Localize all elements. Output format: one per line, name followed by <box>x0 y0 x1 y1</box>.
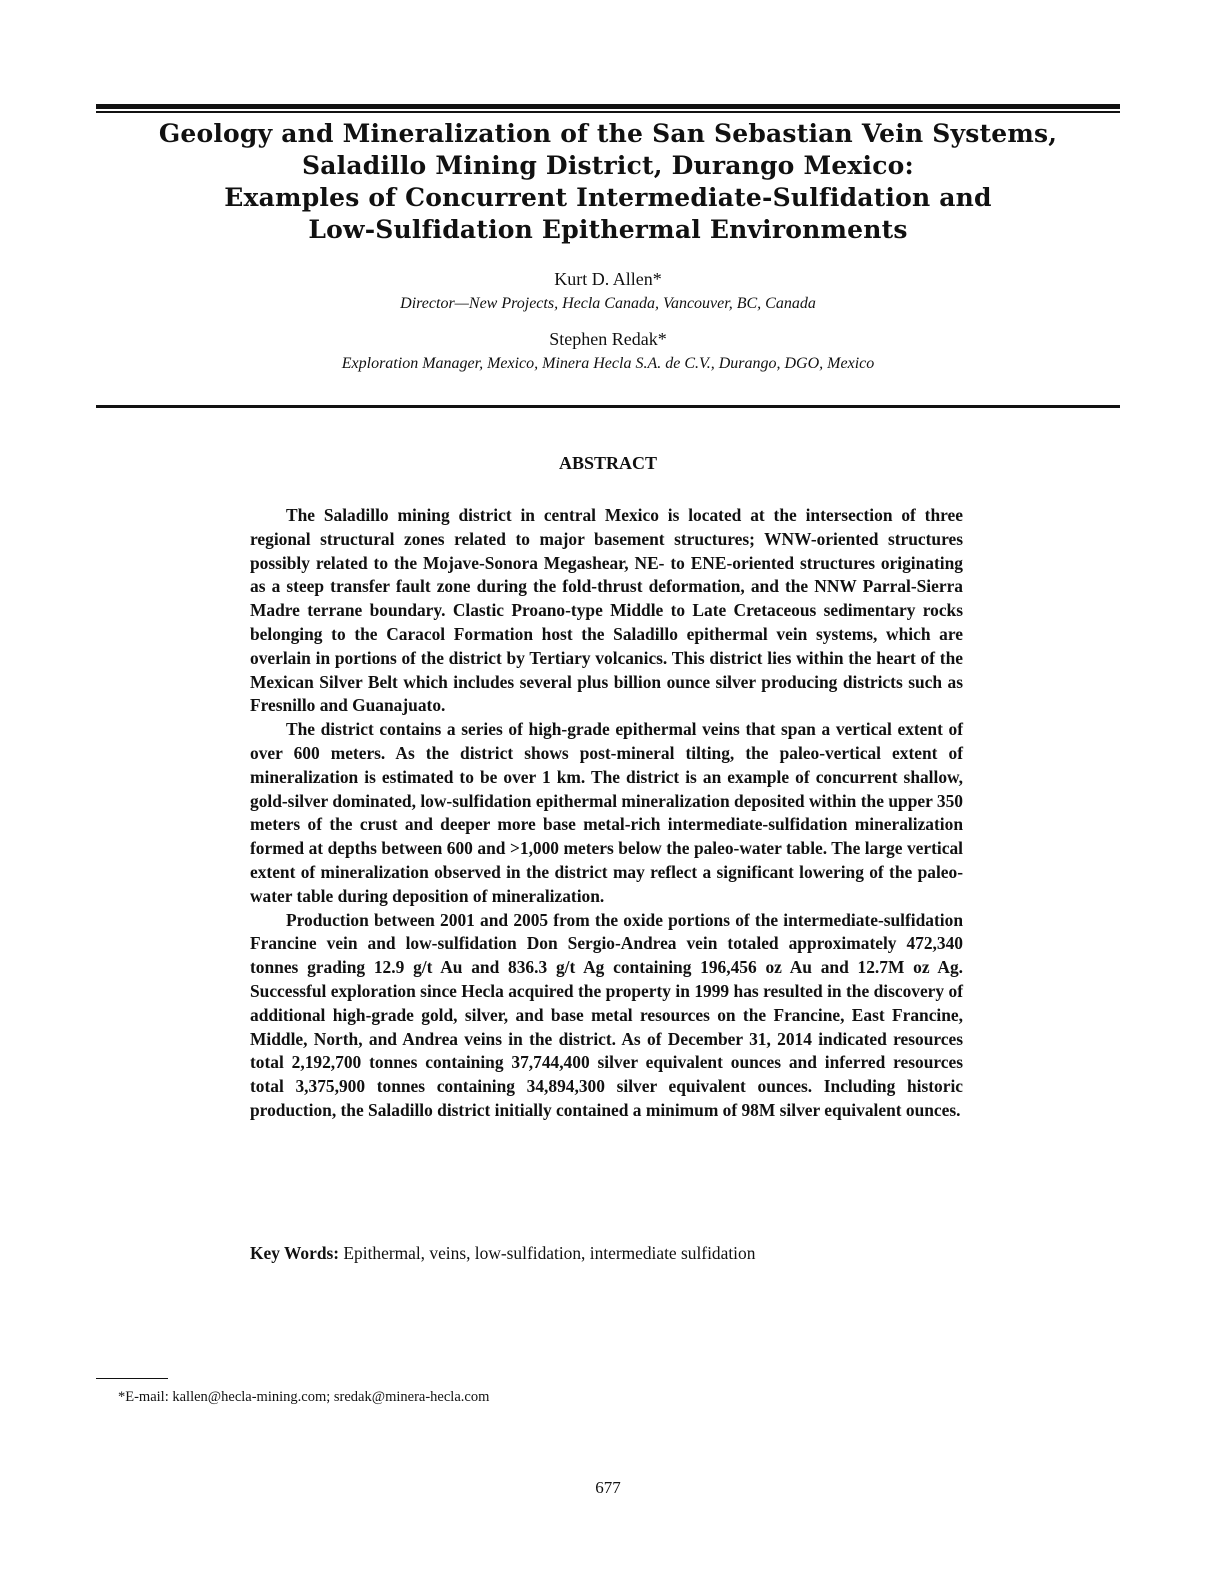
title-line-3: Examples of Concurrent Intermediate-Sulfidation and <box>224 183 992 212</box>
paper-title <box>96 118 1120 246</box>
footnote-rule <box>96 1378 168 1379</box>
top-rule-thin <box>96 111 1120 113</box>
abstract-body <box>250 504 963 1123</box>
footnote-email: *E-mail: kallen@hecla-mining.com; sredak@minera-hecla.com <box>118 1389 490 1405</box>
keywords-text: Epithermal, veins, low-sulfidation, intermediate sulfidation <box>343 1243 756 1263</box>
header-bottom-rule <box>96 405 1120 408</box>
keywords <box>250 1241 963 1265</box>
abstract-heading: ABSTRACT <box>558 453 658 473</box>
title-line-4: Low-Sulfidation Epithermal Environments <box>308 215 908 244</box>
author-block <box>96 266 1120 386</box>
author-affiliation-1: Director—New Projects, Hecla Canada, Vancouver, BC, Canada <box>400 295 816 312</box>
keywords-label: Key Words: <box>250 1243 340 1263</box>
author-name-2: Stephen Redak* <box>549 329 667 349</box>
page-number: 677 <box>595 1478 621 1497</box>
abstract-paragraph-2: The district contains a series of high-grade epithermal veins that span a vertical extent of over 600 meters. As the district shows post-mineral tilting, the paleo-vertical extent of mineralization is estimated to be over 1 km. The district is an example of concurrent shallow, gold-silver dominated, low-sulfidation epithermal mineralization deposited within the upper 350 meters of the crust and deeper more base metal-rich intermediate-sulfidation mineralization formed at depths between 600 and >1,000 meters below the paleo-water table. The large vertical extent of mineralization observed in the district may reflect a significant lowering of the paleo-water table during deposition of mineralization. <box>250 719 963 906</box>
author-name-1: Kurt D. Allen* <box>554 269 662 289</box>
author-affiliation-2: Exploration Manager, Mexico, Minera Hecla S.A. de C.V., Durango, DGO, Mexico <box>341 355 875 372</box>
title-line-2: Saladillo Mining District, Durango Mexico: <box>302 151 914 180</box>
abstract-paragraph-1: The Saladillo mining district in central Mexico is located at the intersection of three regional structural zones related to major basement structures; WNW-oriented structures possibly related to the Mojave-Sonora Megashear, NE- to ENE-oriented structures originating as a steep transfer fault zone during the fold-thrust deformation, and the NNW Parral-Sierra Madre terrane boundary. Clastic Proano-type Middle to Late Cretaceous sedimentary rocks belonging to the Caracol Formation host the Saladillo epithermal vein systems, which are overlain in portions of the district by Tertiary volcanics. This district lies within the heart of the Mexican Silver Belt which includes several plus billion ounce silver producing districts such as Fresnillo and Guanajuato. <box>250 505 963 716</box>
abstract-paragraph-3: Production between 2001 and 2005 from the oxide portions of the intermediate-sulfidation Francine vein and low-sulfidation Don Sergio-Andrea vein totaled approximately 472,340 tonnes grading 12.9 g/t Au and 836.3 g/t Ag containing 196,456 oz Au and 12.7M oz Ag. Successful exploration since Hecla acquired the property in 1999 has resulted in the discovery of additional high-grade gold, silver, and base metal resources on the Francine, East Francine, Middle, North, and Andrea veins in the district. As of December 31, 2014 indicated resources total 2,192,700 tonnes containing 37,744,400 silver equivalent ounces and inferred resources total 3,375,900 tonnes containing 34,894,300 silver equivalent ounces. Including historic production, the Saladillo district initially contained a minimum of 98M silver equivalent ounces. <box>250 909 963 1120</box>
title-line-1: Geology and Mineralization of the San Sebastian Vein Systems, <box>158 119 1058 148</box>
top-rule-thick <box>96 104 1120 109</box>
